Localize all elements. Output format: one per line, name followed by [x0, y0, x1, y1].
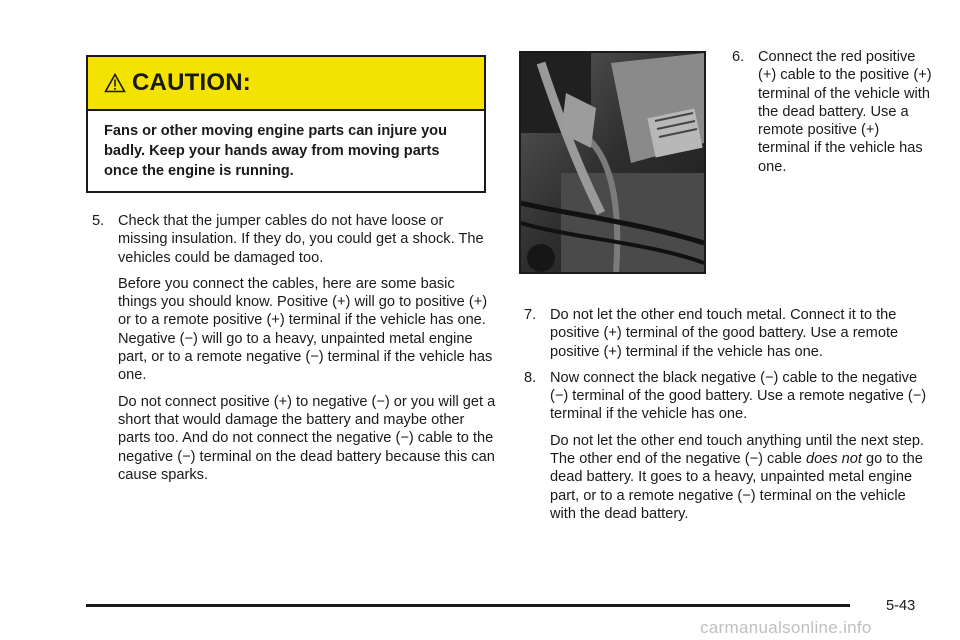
footer-rule: [86, 604, 850, 607]
left-column: [92, 212, 496, 484]
right-column-top: [732, 48, 932, 176]
step-text: Connect the red positive (+) cable to the positive (+) terminal of the vehicle with the dead battery. Use a remote positive (+) terminal if the vehicle has one.: [758, 49, 932, 175]
step-number: 5.: [92, 213, 105, 229]
paragraph-text: Do not let the other end touch anything until the next step. The other end of the negative (−) cable: [550, 432, 925, 468]
step-number: 7.: [524, 307, 537, 323]
paragraph: Do not connect positive (+) to negative (−) or you will get a short that would damage the battery and maybe other parts too. And do not connect the negative (−) cable to the negative (−) terminal on the dead battery because this can cause sparks.: [118, 393, 496, 483]
step-text: Do not let the other end touch metal. Connect it to the positive (+) terminal of the good battery. Use a remote positive (+) terminal if the vehicle has one.: [550, 307, 899, 360]
step-7: [524, 306, 928, 361]
step-text: Now connect the black negative (−) cable to the negative (−) terminal of the good battery. Use a remote negative (−) terminal if the vehicle has one.: [550, 369, 927, 423]
caution-box: [86, 55, 486, 193]
right-column: [524, 306, 928, 523]
step-number: 8.: [524, 369, 537, 386]
caution-header: [88, 57, 484, 111]
caution-text: Fans or other moving engine parts can injure you badly. Keep your hands away from moving parts once the engine is running.: [104, 123, 448, 179]
step-text: Check that the jumper cables do not have loose or missing insulation. If they do, you could get a shock. The vehicles could be damaged too.: [118, 213, 484, 266]
paragraph: Before you connect the cables, here are some basic things you should know. Positive (+) will go to positive (+) or to a remote positive (+) terminal if the vehicle has one. Negative (−) will go to a heavy, unpainted metal engine part, or to a remote negative (−) terminal if the vehicle has one.: [118, 275, 493, 384]
caution-title: CAUTION:: [132, 69, 251, 96]
step-number: 6.: [732, 49, 745, 65]
step-5: [92, 212, 496, 267]
page-number: 5-43: [886, 598, 916, 614]
step-8: [524, 369, 928, 424]
watermark: carmanualsonline.info: [700, 618, 872, 637]
step-6: [732, 48, 932, 176]
engine-photo-illustration: [521, 53, 704, 272]
warning-triangle-icon: [104, 73, 126, 93]
paragraph: [524, 432, 928, 523]
jumper-cable-photo: [519, 51, 706, 274]
emphasis-text: does not: [805, 451, 862, 468]
paragraph-text: go to the dead battery. It goes to a heavy, unpainted metal engine part, or to a remote negative (−) terminal on the vehicle with the dead battery.: [550, 451, 923, 522]
